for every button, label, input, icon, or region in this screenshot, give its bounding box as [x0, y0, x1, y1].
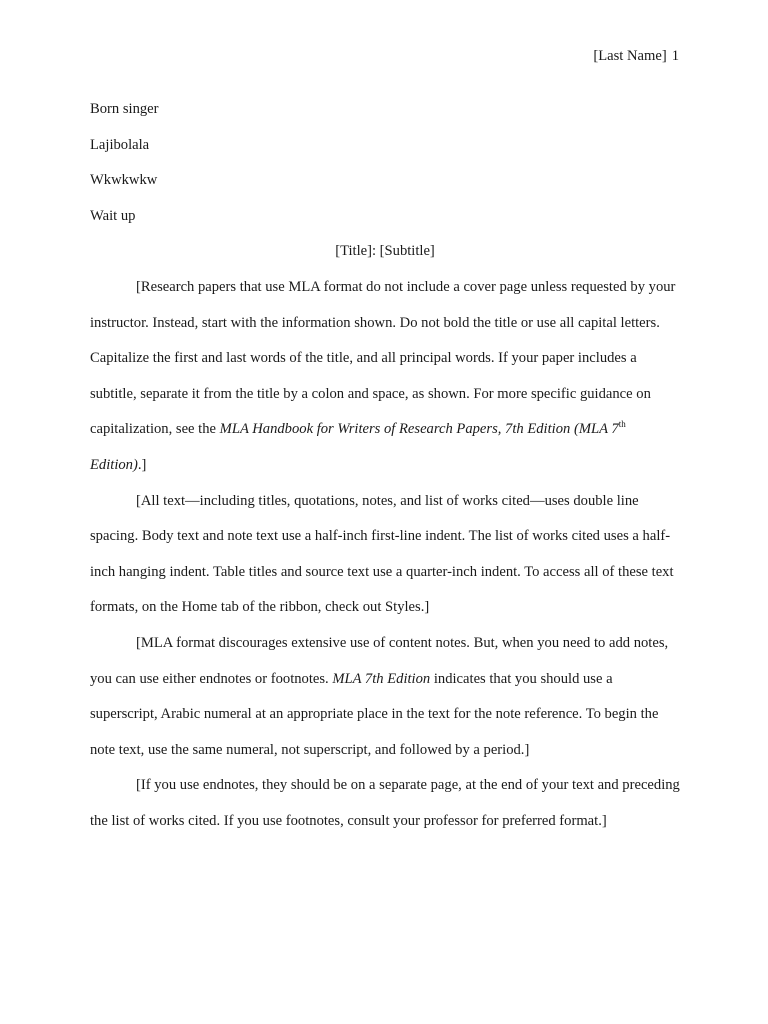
- paragraph-2: [All text—including titles, quotations, notes, and list of works cited—uses double line spacing. Body text and note text use a half-inch first-line indent. The list of works cited uses a half-inch hanging indent. Table titles and source text use a quarter-inch indent. To access all of these text formats, on the Home tab of the ribbon, check out Styles.]: [90, 492, 674, 616]
- paragraph-3-text-a: [MLA format discourages extensive use of content notes. But, when you need to add notes, you can use either endnotes or footnotes.: [90, 634, 669, 687]
- paragraph-1-text-a: [Research papers that use MLA format do not include a cover page unless requested by your instructor. Instead, start with the information shown. Do not bold the title or use all capital letters. Capitalize the first and last words of the title, and all principal words. If your paper includes a subtitle, separate it from the title by a colon and space, as shown. For more specific guidance on capitalization, see the: [90, 278, 676, 438]
- header-last-name: [Last Name]: [593, 48, 667, 64]
- paragraph-3: [90, 626, 680, 768]
- paragraph-4: [If you use endnotes, they should be on a separate page, at the end of your text and preceding the list of works cited. If you use footnotes, consult your professor for preferred format.]: [90, 777, 680, 829]
- heading-line-3: Wkwkwkw: [90, 172, 158, 189]
- running-header: [593, 46, 679, 66]
- heading-line-4: Wait up: [90, 207, 136, 224]
- paragraph-3-italic: MLA 7th Edition: [332, 670, 431, 687]
- paragraph-1: [90, 270, 680, 484]
- document-body: [90, 92, 680, 839]
- paragraph-1-italic-b: Edition): [90, 456, 138, 473]
- paragraph-1-italic-a: MLA Handbook for Writers of Research Papers, 7th Edition (MLA 7: [219, 421, 619, 438]
- paper-title: [Title]: [Subtitle]: [335, 243, 435, 260]
- heading-line-2: Lajibolala: [90, 136, 150, 153]
- paragraph-1-superscript: th: [618, 419, 626, 430]
- paragraph-3-text-b: indicates that you should use a superscript, Arabic numeral at an appropriate place in the text for the note reference. To begin the note text, use the same numeral, not superscript, and followed by a period.]: [90, 670, 659, 758]
- paragraph-1-text-b: .]: [137, 456, 147, 473]
- header-page-number: 1: [671, 48, 679, 64]
- heading-line-1: Born singer: [90, 101, 159, 117]
